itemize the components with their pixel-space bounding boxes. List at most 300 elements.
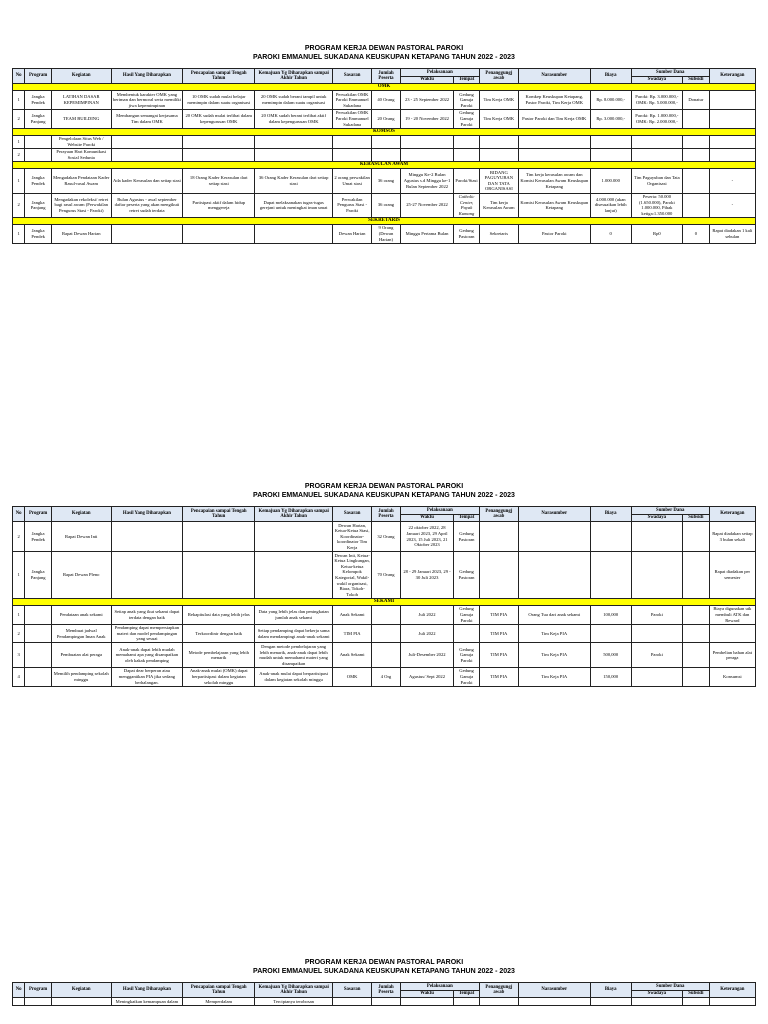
table-cell bbox=[25, 667, 52, 686]
table-cell bbox=[709, 998, 755, 1006]
header-subsidi: Subsidi bbox=[683, 76, 710, 84]
table-cell: 25-27 November 2022 bbox=[400, 193, 453, 217]
table-cell bbox=[25, 624, 52, 643]
header-program: Program bbox=[25, 69, 52, 84]
table-row bbox=[13, 169, 756, 193]
table-cell: Pendataan anak sekami bbox=[51, 605, 111, 624]
table-cell: TIM PIA bbox=[479, 605, 518, 624]
table-row bbox=[13, 193, 756, 217]
table-cell bbox=[372, 135, 401, 148]
table-cell: Dewan Harian bbox=[333, 224, 372, 243]
table-cell: Minggu Ke-2 Bulan Agustus s.d Minggu ke-1 Bulan September 2022 bbox=[400, 169, 453, 193]
table-cell: 36 orang bbox=[372, 169, 401, 193]
table-header bbox=[13, 983, 756, 998]
table-cell bbox=[479, 135, 518, 148]
table-cell: Paroki/Stasi bbox=[454, 169, 480, 193]
header-no: No bbox=[13, 507, 25, 522]
table-cell: OMK bbox=[333, 667, 372, 686]
page-title: PROGRAM KERJA DEWAN PASTORAL PAROKI bbox=[304, 45, 464, 52]
header-pencapaian: Pencapaian sampai Tengah Tahun bbox=[183, 983, 255, 998]
table-cell: 1 bbox=[13, 224, 25, 243]
table-cell: 1 bbox=[13, 169, 25, 193]
table-cell: 20 OMK sudah berani tampil untuk memimpin dalam suatu organisasi bbox=[255, 91, 333, 110]
table-row bbox=[13, 552, 756, 599]
table-cell: Dewan Harian, Ketua-Ketua Stasi, Koordinator-koordinator Tim Kerja bbox=[333, 522, 372, 552]
header-subsidi: Subsidi bbox=[683, 514, 710, 522]
table-cell: 2 bbox=[13, 624, 25, 643]
table-cell: Catholic Center, Payak Kumang bbox=[454, 193, 480, 217]
section-label: OMK bbox=[13, 84, 756, 91]
table-cell: Meningkatkan kemampuan dalam bbox=[111, 998, 183, 1006]
header-pelaksanaan: Pelaksanaan bbox=[400, 507, 479, 515]
table-cell bbox=[518, 522, 590, 552]
table-cell: 3 bbox=[13, 643, 25, 667]
table-cell: Biaya digunakan utk membuli ATK dan Reward bbox=[709, 605, 755, 624]
header-hasil: Hasil Yang Diharapkan bbox=[111, 69, 183, 84]
table-cell bbox=[13, 998, 25, 1006]
table-cell: Bulan Agustus - awal september daftar peserta yang akan mengikuti retret sudah terdata bbox=[111, 193, 183, 217]
table-cell bbox=[683, 998, 710, 1006]
header-sasaran: Sasaran bbox=[333, 983, 372, 998]
table-cell: TEAM BUILDING bbox=[51, 109, 111, 128]
table-cell bbox=[683, 605, 710, 624]
table-cell: Juli-Desember 2022 bbox=[400, 643, 453, 667]
table-cell: Tim Keja PIA bbox=[518, 643, 590, 667]
table-cell: Minggu Pertama Bulan bbox=[400, 224, 453, 243]
table-cell: Membentuk karakter OMK yang beriman dan bermoral serta memiliki jiwa kepemimpinan bbox=[112, 91, 181, 108]
section-label: SEKAMI bbox=[13, 598, 756, 605]
header-swadaya: Swadaya bbox=[631, 514, 682, 522]
table-cell bbox=[111, 148, 183, 161]
table-cell bbox=[709, 148, 755, 161]
table-cell bbox=[631, 667, 682, 686]
table-cell: LATIHAN DASAR KEPEMIMPINAN bbox=[51, 91, 111, 110]
table-row bbox=[13, 624, 756, 643]
table-cell bbox=[590, 552, 631, 599]
header-jumlah: Jumlah Peserta bbox=[372, 983, 401, 998]
table-cell: 20 Orang bbox=[372, 109, 401, 128]
table-cell bbox=[631, 148, 682, 161]
header-program: Program bbox=[25, 983, 52, 998]
table-cell bbox=[111, 552, 183, 599]
section-label: KERASULAN AWAM bbox=[13, 162, 756, 169]
table-cell bbox=[518, 552, 590, 599]
table-cell bbox=[590, 148, 631, 161]
table-row bbox=[13, 224, 756, 243]
table-cell: Dengan metode pembelajaran yang lebih menarik, anak-anak dapat lebih mudah untuk memahami materi yang disampaikan bbox=[255, 643, 333, 667]
table-cell bbox=[683, 667, 710, 686]
header-keterangan: Keterangan bbox=[709, 507, 755, 522]
table-cell: Paroki: Rp. 3.000.000,- OMK: Rp. 5.000.000,- bbox=[631, 91, 682, 110]
table-cell bbox=[255, 148, 333, 161]
header-biaya: Biaya bbox=[590, 507, 631, 522]
table-cell: Rapat Dewan Pleno bbox=[51, 552, 111, 599]
table-cell: 23 - 25 September 2022 bbox=[400, 91, 453, 110]
table-cell bbox=[333, 135, 372, 148]
table-cell: 2 orang perwakilan Umat stasi bbox=[333, 169, 372, 193]
table-cell: Paroki bbox=[631, 643, 682, 667]
table-cell: Juli 2022 bbox=[400, 605, 453, 624]
table-cell bbox=[479, 998, 518, 1006]
table-cell: Memilih pendamping sekolah minggu bbox=[51, 667, 111, 686]
table-cell: 1 bbox=[13, 91, 25, 110]
table-cell: Sekretaris bbox=[479, 224, 518, 243]
table-cell: Tim Keja PIA bbox=[518, 624, 590, 643]
table-cell: Jangka Pendek bbox=[25, 224, 52, 243]
header-kegiatan: Kegiatan bbox=[51, 69, 111, 84]
table-cell bbox=[683, 109, 710, 128]
table-cell bbox=[631, 552, 682, 599]
header-biaya: Biaya bbox=[590, 69, 631, 84]
table-cell bbox=[255, 224, 333, 243]
header-narasumber: Narasumber bbox=[518, 69, 590, 84]
table-cell bbox=[631, 135, 682, 148]
table-cell: Jangka Panjang bbox=[25, 193, 52, 217]
table-cell: Gedung Ganuja Paroki bbox=[454, 667, 480, 686]
table-cell: Metode pembelajaran yang lebih menarik bbox=[183, 643, 255, 667]
table-cell bbox=[25, 998, 52, 1006]
page-title: PROGRAM KERJA DEWAN PASTORAL PAROKI bbox=[304, 959, 464, 966]
table-cell: Jangka Pendek bbox=[25, 522, 52, 552]
header-subsidi: Subsidi bbox=[683, 990, 710, 998]
header-jumlah: Jumlah Peserta bbox=[372, 69, 401, 84]
table-cell: Anak-anak mulai dapat berpartisipasi dalam kegiatan sekolah minggu bbox=[255, 667, 333, 686]
table-cell: Gedung Pastoran bbox=[454, 224, 480, 243]
table-cell: Membangun semangat kerjasama Tim dalam OMK bbox=[111, 109, 183, 128]
table-cell bbox=[683, 135, 710, 148]
table-cell: 1 bbox=[13, 135, 25, 148]
table-cell: Donatur bbox=[683, 91, 710, 110]
table-cell: Mengadakan Pendataan Kader Rasul-rasul Awam bbox=[51, 169, 111, 193]
table-cell: 2 bbox=[13, 109, 25, 128]
table-cell: Rapat diadakan 1 kali sebulan bbox=[709, 224, 755, 243]
table-cell: Konsumsi bbox=[709, 667, 755, 686]
table-cell: Anak Sekami bbox=[333, 605, 372, 624]
page-3 bbox=[12, 958, 756, 1006]
program-table bbox=[12, 68, 756, 244]
table-cell: Rapat Dewan Inti bbox=[51, 522, 111, 552]
table-cell: Jangka Pendek bbox=[25, 169, 52, 193]
table-cell: 70 Orang bbox=[372, 552, 401, 599]
table-cell bbox=[25, 148, 52, 161]
table-cell: Tim Keja PIA bbox=[518, 667, 590, 686]
table-cell bbox=[683, 522, 710, 552]
header-penanggung: Penanggungj awab bbox=[479, 507, 518, 522]
table-cell bbox=[590, 135, 631, 148]
table-cell: 2 bbox=[13, 522, 25, 552]
table-cell: TIM PIA bbox=[333, 624, 372, 643]
table-cell: Pastor Paroki bbox=[518, 224, 590, 243]
table-cell: Paroki: Rp. 1.000.000,- OMK: Rp. 2.000.000,- bbox=[631, 109, 682, 128]
table-cell bbox=[25, 605, 52, 624]
section-row bbox=[13, 128, 756, 135]
table-row bbox=[13, 643, 756, 667]
section-label: KOMSOS bbox=[13, 128, 756, 135]
table-cell bbox=[400, 148, 453, 161]
table-body bbox=[13, 84, 756, 243]
table-cell bbox=[683, 552, 710, 599]
table-cell bbox=[454, 624, 480, 643]
header-no: No bbox=[13, 69, 25, 84]
table-cell: Komisi Kerasulan Awam Keuskupan Ketapang bbox=[518, 193, 590, 217]
table-cell: Jangka Pendek bbox=[25, 91, 52, 110]
table-cell: - bbox=[709, 169, 755, 193]
header-sumber: Sumber Dana bbox=[631, 507, 709, 515]
table-cell bbox=[111, 224, 183, 243]
table-cell bbox=[518, 148, 590, 161]
table-cell: 100,000 bbox=[590, 605, 631, 624]
table-cell bbox=[683, 643, 710, 667]
table-cell bbox=[631, 624, 682, 643]
header-keterangan: Keterangan bbox=[709, 69, 755, 84]
table-cell: 9 Orang (Dewan Harian) bbox=[372, 224, 401, 243]
header-narasumber: Narasumber bbox=[518, 507, 590, 522]
section-label: SEKRETARIS bbox=[13, 217, 756, 224]
header-kemajuan: Kemajuan Yg Diharapkan sampai Akhir Tahun bbox=[255, 507, 333, 522]
table-cell: Rp0 bbox=[631, 224, 682, 243]
header-pelaksanaan: Pelaksanaan bbox=[400, 69, 479, 77]
table-cell: Ada kader Kerasulan dan setiap stasi bbox=[111, 169, 183, 193]
table-cell: 32 Orang bbox=[372, 522, 401, 552]
table-cell: Tim Kerja OMK bbox=[479, 91, 518, 110]
page-subtitle: PAROKI EMMANUEL SUKADANA KEUSKUPAN KETAPANG TAHUN 2022 - 2023 bbox=[253, 968, 515, 975]
table-cell bbox=[683, 624, 710, 643]
section-row bbox=[13, 598, 756, 605]
header-sumber: Sumber Dana bbox=[631, 983, 709, 991]
table-cell: Dewan Inti, Ketua-Ketua Lingkungan, Ketua-ketua Kelompok Kategorial, Wakil-wakil organisasi, Biara, Tokoh-Tokoh bbox=[334, 552, 370, 597]
table-cell: Data yang lebih jelas dan peningkatan jumlah anak sekami bbox=[255, 605, 333, 624]
table-cell bbox=[631, 522, 682, 552]
table-cell: 2 bbox=[13, 193, 25, 217]
table-cell: Gedung Ganuja Paroki bbox=[454, 643, 480, 667]
table-cell: 20 OMK sudah mulai terlibat dalam kepengurusan OMK bbox=[183, 109, 255, 128]
table-cell bbox=[479, 148, 518, 161]
section-row bbox=[13, 217, 756, 224]
table-cell bbox=[518, 998, 590, 1006]
page-1 bbox=[12, 44, 756, 244]
table-body bbox=[13, 522, 756, 686]
table-cell: Rapat Dewan Harian bbox=[51, 224, 111, 243]
table-cell: - bbox=[709, 193, 755, 217]
table-cell: TIM PIA bbox=[479, 667, 518, 686]
table-cell: 20 OMK sudah berani terlibat aktif dalam kepengurusan OMK bbox=[255, 109, 333, 128]
header-waktu: Waktu bbox=[400, 514, 453, 522]
table-cell: TIM PIA bbox=[479, 624, 518, 643]
table-cell: Rekapitulasi data yang lebih jelas bbox=[183, 605, 255, 624]
table-cell bbox=[400, 998, 453, 1006]
table-cell: Rapat diadakan per semester bbox=[709, 552, 755, 599]
table-cell bbox=[400, 135, 453, 148]
table-cell: Paroki bbox=[631, 605, 682, 624]
table-cell bbox=[111, 522, 183, 552]
table-cell: 0 bbox=[683, 224, 710, 243]
header-sasaran: Sasaran bbox=[333, 507, 372, 522]
table-cell bbox=[255, 522, 333, 552]
table-cell: Gedung Ganuja Paroki bbox=[454, 109, 480, 128]
table-cell: Pembuatan alat peraga bbox=[51, 643, 111, 667]
table-cell: Tim Paguyuban dan Tata Organisasi bbox=[631, 169, 682, 193]
header-waktu: Waktu bbox=[400, 990, 453, 998]
table-cell: 500,000 bbox=[590, 643, 631, 667]
page-subtitle: PAROKI EMMANUEL SUKADANA KEUSKUPAN KETAPANG TAHUN 2022 - 2023 bbox=[253, 492, 515, 499]
table-cell: 4 bbox=[13, 667, 25, 686]
header-tempat: Tempat bbox=[454, 76, 480, 84]
table-cell: 18 Orang Kader Kerasulan dari setiap stasi bbox=[183, 169, 255, 193]
header-kegiatan: Kegiatan bbox=[51, 983, 111, 998]
table-header bbox=[13, 69, 756, 84]
table-cell bbox=[709, 624, 755, 643]
header-program: Program bbox=[25, 507, 52, 522]
table-cell bbox=[372, 643, 401, 667]
table-cell bbox=[25, 643, 52, 667]
table-cell: Gedung Ganuja Paroki bbox=[454, 91, 480, 110]
table-cell: Tim kerja Kerasulan Awam bbox=[479, 193, 518, 217]
table-cell: Komkep Keuskupan Ketapang, Pastor Paroki, Tim Kerja OMK bbox=[518, 91, 590, 110]
header-pelaksanaan: Pelaksanaan bbox=[400, 983, 479, 991]
header-kemajuan: Kemajuan Yg Diharapkan sampai Akhir Tahun bbox=[255, 69, 333, 84]
table-cell: Rp. 8.000.000,- bbox=[590, 91, 631, 110]
table-cell bbox=[255, 552, 333, 599]
table-cell bbox=[683, 148, 710, 161]
header-swadaya: Swadaya bbox=[631, 76, 682, 84]
table-cell: Orang Tua dari anak sekami bbox=[518, 605, 590, 624]
table-cell bbox=[372, 605, 401, 624]
header-kemajuan: Kemajuan Yg Diharapkan sampai Akhir Tahun bbox=[255, 983, 333, 998]
table-cell bbox=[683, 193, 710, 217]
header-row bbox=[13, 983, 756, 991]
table-cell bbox=[255, 135, 333, 148]
table-cell bbox=[333, 998, 372, 1006]
table-cell: Anak Sekami bbox=[333, 643, 372, 667]
header-kegiatan: Kegiatan bbox=[51, 507, 111, 522]
table-cell bbox=[372, 624, 401, 643]
table-row bbox=[13, 667, 756, 686]
header-penanggung: Penanggungj awab bbox=[479, 69, 518, 84]
table-cell bbox=[25, 135, 52, 148]
header-narasumber: Narasumber bbox=[518, 983, 590, 998]
table-cell bbox=[479, 522, 518, 552]
table-cell: Pendamping dapat mempersiapkan materi dan model pendampingan yang sesuai bbox=[111, 624, 183, 643]
table-row bbox=[13, 135, 756, 148]
table-cell: Dapat melaksanakan tugas-tugas gerejani untuk meningkat iman umat bbox=[255, 193, 333, 217]
header-hasil: Hasil Yang Diharapkan bbox=[111, 507, 183, 522]
table-cell: Gedung Ganuja Paroki bbox=[454, 605, 480, 624]
section-row bbox=[13, 84, 756, 91]
table-cell: Setiap pendamping dapat bekerja sama dalam mendampingi anak-anak sekami bbox=[255, 624, 333, 643]
table-row bbox=[13, 522, 756, 552]
table-cell: Tim kerja kerasulan awam dan Komisi Kerasulan Awam Keuskupan Ketapang bbox=[518, 169, 590, 193]
header-row bbox=[13, 69, 756, 77]
table-cell: 19 - 20 November 2022 bbox=[400, 109, 453, 128]
table-cell: 1 bbox=[13, 552, 25, 599]
table-cell bbox=[590, 522, 631, 552]
table-cell: Pengelolaan Situs Web / Website Paroki bbox=[51, 135, 111, 148]
table-cell: Gedung Pastoran bbox=[454, 522, 480, 552]
table-cell bbox=[183, 135, 255, 148]
table-cell: Pembelian bahan alat peraga bbox=[709, 643, 755, 667]
table-row bbox=[13, 109, 756, 128]
header-jumlah: Jumlah Peserta bbox=[372, 507, 401, 522]
table-cell: Perwakilan OMK Paroki Emmanuel Sukadana bbox=[333, 91, 372, 110]
table-cell bbox=[454, 148, 480, 161]
table-cell: Perwakilan OMK Paroki Emmanuel Sukadana bbox=[333, 109, 372, 128]
table-cell: 0 bbox=[590, 224, 631, 243]
table-cell: BIDANG PAGUYUBAN DAN TATA ORGANISASI bbox=[479, 169, 518, 193]
table-cell bbox=[590, 624, 631, 643]
table-cell: Rp. 3.000.000,- bbox=[590, 109, 631, 128]
table-cell bbox=[183, 552, 255, 599]
table-cell: Terkoordinir dengan baik bbox=[183, 624, 255, 643]
table-cell bbox=[454, 998, 480, 1006]
table-cell: Perayaan Hari Komunikasi Sosial Sedunia bbox=[51, 148, 111, 161]
table-cell: Dapat dear berperan atau menggantikan PIA jika sedang berhalangan. bbox=[111, 667, 183, 686]
table-cell bbox=[183, 522, 255, 552]
table-cell: Memperdalam bbox=[183, 998, 255, 1006]
table-cell bbox=[709, 91, 755, 110]
table-cell bbox=[631, 998, 682, 1006]
program-table bbox=[12, 506, 756, 687]
table-cell bbox=[518, 135, 590, 148]
table-cell: Gedung Pastoran bbox=[454, 552, 480, 599]
header-penanggung: Penanggungj awab bbox=[479, 983, 518, 998]
table-cell: 22 oktober 2022, 28 Januari 2023, 29 April 2023, 15 Juli 2023, 21 Oktober 2023 bbox=[400, 522, 453, 552]
table-cell: Anak-anak dapat lebih mudah memahami apa yang disampaikan oleh kakak pendamping bbox=[111, 643, 183, 667]
header-tempat: Tempat bbox=[454, 514, 480, 522]
table-cell: Agustus/ Sept 2022 bbox=[400, 667, 453, 686]
table-cell bbox=[51, 998, 111, 1006]
table-cell: 36 Orang Kader Kerasulan dari setiap stasi bbox=[255, 169, 333, 193]
table-cell: Terciptanya terobosan bbox=[255, 998, 333, 1006]
header-waktu: Waktu bbox=[400, 76, 453, 84]
header-swadaya: Swadaya bbox=[631, 990, 682, 998]
table-cell: Anak-anak mulai (OMK) dapat berpartisipasi dalam kegiatan sekolah minggu bbox=[183, 667, 255, 686]
table-cell bbox=[111, 135, 183, 148]
table-body bbox=[13, 998, 756, 1006]
table-row bbox=[13, 605, 756, 624]
program-table bbox=[12, 982, 756, 1006]
table-cell: 40 Orang bbox=[372, 91, 401, 110]
table-cell: TIM PIA bbox=[479, 643, 518, 667]
section-row bbox=[13, 162, 756, 169]
header-sumber: Sumber Dana bbox=[631, 69, 709, 77]
table-cell bbox=[333, 148, 372, 161]
header-keterangan: Keterangan bbox=[709, 983, 755, 998]
table-cell bbox=[183, 224, 255, 243]
header-row bbox=[13, 507, 756, 515]
page-2 bbox=[12, 482, 756, 687]
table-row bbox=[13, 998, 756, 1006]
table-cell: Partisipasi aktif dalam hidup menggereja bbox=[183, 193, 255, 217]
header-no: No bbox=[13, 983, 25, 998]
table-cell: 150,000 bbox=[590, 667, 631, 686]
table-row bbox=[13, 148, 756, 161]
table-cell: Tim Kerja OMK bbox=[479, 109, 518, 128]
header-pencapaian: Pencapaian sampai Tengah Tahun bbox=[183, 69, 255, 84]
table-cell: Jangka Panjang bbox=[25, 552, 52, 599]
table-row bbox=[13, 91, 756, 110]
table-cell: 1.000.000 bbox=[590, 169, 631, 193]
table-cell: 4 Org bbox=[372, 667, 401, 686]
header-sasaran: Sasaran bbox=[333, 69, 372, 84]
table-cell bbox=[479, 552, 518, 599]
table-cell: Membuat jadwal Pendampingan Iman Anak bbox=[51, 624, 111, 643]
header-hasil: Hasil Yang Diharapkan bbox=[111, 983, 183, 998]
table-cell bbox=[683, 169, 710, 193]
table-cell: Perwakilan Pengurus Stasi - Paroki bbox=[333, 193, 372, 217]
table-cell bbox=[183, 148, 255, 161]
table-cell bbox=[372, 148, 401, 161]
table-cell bbox=[454, 135, 480, 148]
